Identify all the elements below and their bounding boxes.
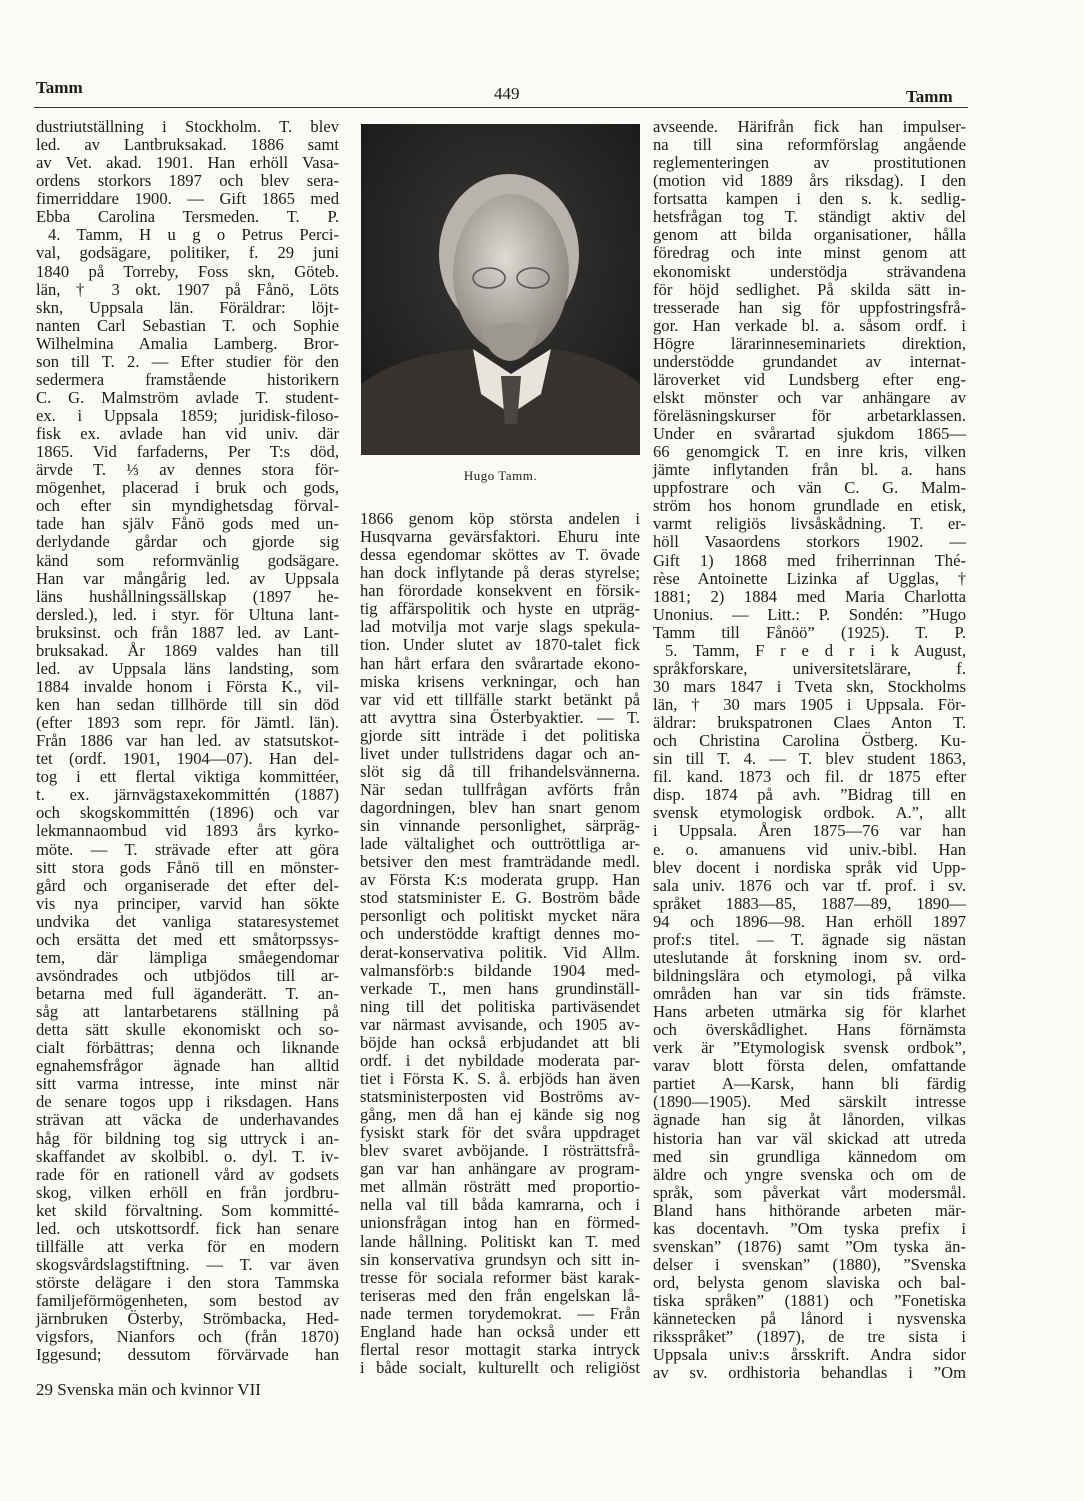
text-line: språket 1883—85, 1887—89, 1890— (653, 893, 966, 913)
text-line: uteslutande åt forskning inom sv. ord- (653, 947, 966, 967)
text-line: slöt sig då till frihandelsvännerna. (360, 761, 640, 781)
text-line: Gift 1) 1868 med friherrinnan Thé- (653, 550, 966, 570)
text-line: äldrar: brukspatronen Claes Anton T. (653, 713, 966, 733)
text-line: gjorde sitt inträde i det politiska (360, 725, 640, 745)
text-line: rade för en rationell vård av godsets (36, 1164, 339, 1184)
text-line: äldre och yngre svenska och om de (653, 1164, 966, 1184)
text-line: miska krisens verkningar, och han (360, 671, 640, 691)
text-line: ket skild förvaltning. Som kommitté- (36, 1200, 339, 1220)
text-line: 1840 på Torreby, Foss skn, Göteb. (36, 261, 339, 281)
text-line: (efter 1893 som repr. för Jämtl. län). (36, 713, 339, 733)
text-line: känd som reformvänlig godsägare. (36, 550, 339, 570)
text-line: ärvde T. ⅓ av dennes stora för- (36, 460, 339, 480)
text-line: historia han var väl skickad att utreda (653, 1128, 966, 1148)
text-line: var närmast avvisande, och 1905 av- (360, 1014, 640, 1034)
text-line: Under en svårartad sjukdom 1865— (653, 424, 966, 444)
text-line: län, † 30 mars 1905 i Uppsala. För- (653, 695, 966, 714)
running-head-left: Tamm (36, 78, 83, 97)
text-line: tem, där lämpliga småegendomar (36, 947, 339, 967)
text-line: C. G. Malmström avlade T. student- (36, 387, 339, 407)
text-line: 4. Tamm, H u g o Petrus Perci- (48, 225, 339, 245)
text-line: dersled.), led. i styr. för Ultuna lant- (36, 604, 339, 624)
portrait-photo (361, 124, 640, 455)
text-line: led. av Lantbruksakad. 1886 samt (36, 135, 339, 155)
text-line: möte. — T. strävade efter att göra (36, 839, 339, 859)
text-line: av Första K:s moderata grupp. Han (360, 870, 640, 890)
text-line: na till sina reformförslag angående (653, 135, 966, 155)
text-line: dessa egendomar sköttes av T. övade (360, 545, 640, 565)
text-line: led. och utskottsordf. fick han senare (36, 1218, 339, 1238)
text-line: höll Vasaordens storkors 1902. — (653, 532, 966, 552)
text-line: och understödde kraftigt dennes mo- (360, 924, 640, 944)
text-line: (motion vid 1889 års riksdag). I den (653, 171, 966, 191)
text-line: son till T. 2. — Efter studier för den (36, 351, 339, 371)
text-line: sin till T. 4. — T. blev student 1863, (653, 749, 966, 769)
text-line: språk, som påverkat vårt modersmål. (653, 1182, 966, 1202)
text-line: unionsfrågan intog han en förmed- (360, 1213, 640, 1233)
text-line: tiska språken” (1881) och ”Fonetiska (653, 1291, 966, 1311)
text-line: valmansförb:s bildande 1904 med- (360, 960, 640, 980)
text-line: att avyttra sina Österbyaktier. — T. (360, 707, 640, 727)
text-line: bildningslära och etymologi, på vilka (653, 965, 966, 985)
text-line: Han var mångårig led. av Uppsala (36, 568, 339, 588)
text-line: han dock inflytande på deras styrelse; (360, 563, 640, 583)
text-line: områden han var sin tids främste. (653, 984, 966, 1003)
text-line: län, † 3 okt. 1907 på Fånö, Löts (36, 279, 339, 299)
text-line: sitt varma intresse, inte minst när (36, 1074, 339, 1094)
text-line: svenskan” (1876) samt ”Om tyska än- (653, 1236, 966, 1256)
text-line: cialt förbättras; denna och liknande (36, 1038, 339, 1058)
text-line: fysiskt stark för det svåra uppdraget (360, 1123, 640, 1143)
text-column-right (653, 118, 966, 1382)
text-line: tresserade han sig för uppfostringsfrå- (653, 297, 966, 317)
text-line: bruksinst. och från 1887 led. av Lant- (36, 622, 339, 642)
text-line: skaffandet av skolbibl. o. dyl. T. iv- (36, 1146, 339, 1166)
text-line: (1890—1905). Med särskilt intresse (653, 1092, 966, 1112)
text-line: läns hushållningssällskap (1897 he- (36, 586, 339, 606)
page-number: 449 (494, 84, 520, 103)
text-line: Bland hans hithörande arbeten mär- (653, 1200, 966, 1220)
text-line: gård och organiserade det efter del- (36, 875, 339, 895)
text-line: sedermera framstående historikern (36, 369, 339, 389)
text-line: Tamm till Fånöö” (1925). T. P. (653, 622, 966, 642)
text-line: tade han själv Fånö gods med un- (36, 514, 339, 534)
text-line: Hans arbeten utmärka sig för klarhet (653, 1002, 966, 1022)
text-line: Iggesund; dessutom förvärvade han (36, 1345, 339, 1365)
text-line: led. av Uppsala läns landsting, som (36, 658, 339, 678)
text-line: tillfälle att verka för en modern (36, 1236, 339, 1256)
text-line: egnahemsfrågor ägnade han alltid (36, 1056, 339, 1076)
text-line: stod statsminister E. G. Boström både (360, 888, 640, 908)
text-line: teriseras med den från engelskan lå- (360, 1285, 640, 1305)
text-line: skog, vilken erhöll en från jordbru- (36, 1182, 339, 1202)
text-line: Wilhelmina Amalia Lamberg. Bror- (36, 333, 339, 353)
text-line: 1884 invalde honom i Första K., vil- (36, 676, 339, 696)
text-line: tet (ordf. 1901, 1904—07). Han del- (36, 749, 339, 769)
text-line: tig affärspolitik och hyste en utpräg- (360, 599, 640, 619)
text-line: strävan att väcka de underhavandes (36, 1110, 339, 1130)
text-line: var vid ett tillfälle starkt betänkt på (360, 689, 640, 709)
text-line: Husqvarna gevärsfaktori. Ehuru inte (360, 527, 640, 547)
header-rule (34, 107, 968, 108)
text-line: Högre lärarinneseminariets direktion, (653, 333, 966, 353)
text-line: han förordade konsekvent en försik- (360, 581, 640, 601)
text-line: blev docent i nordiska språk vid Upp- (653, 857, 966, 877)
text-line: ström hos honom grundlade en etisk, (653, 496, 966, 516)
text-line: lade vältalighet och outtröttliga ar- (360, 834, 640, 854)
text-line: av Vet. akad. 1901. Han erhöll Vasa- (36, 153, 339, 173)
text-line: sitt stora gods Fånö till en mönster- (36, 857, 339, 877)
text-line: disp. 1874 på avh. ”Bidrag till en (653, 785, 966, 805)
text-line: genom att bilda organisationer, hålla (653, 225, 966, 245)
text-line: avsöndrades och utbjödos till ar- (36, 965, 339, 985)
text-line: 5. Tamm, F r e d r i k August, (665, 640, 966, 660)
text-line: partiet A—Karsk, hann bli färdig (653, 1074, 966, 1094)
text-line: fil. kand. 1873 och fil. dr 1875 efter (653, 767, 966, 787)
text-column-left (36, 118, 339, 1364)
text-line: skogsvårdslagstiftning. — T. var även (36, 1254, 339, 1274)
text-line: sin vinnande personlighet, särpräg- (360, 816, 640, 836)
text-line: delser i svenskan” (1880), ”Svenska (653, 1254, 966, 1274)
text-line: av sv. ordhistoria behandlas i ”Om (653, 1363, 966, 1383)
text-line: avseende. Härifrån fick han impulser- (653, 117, 966, 136)
text-line: Ebba Carolina Tersmeden. T. P. (36, 207, 339, 227)
text-line: språkforskare, universitetslärare, f. (653, 658, 966, 678)
text-line: i Uppsala. Åren 1875—76 var han (653, 821, 966, 841)
text-line: såg att lantarbetarens ställning på (36, 1002, 339, 1022)
text-line: ken han sedan tillhörde till sin död (36, 695, 339, 714)
page-footer-signature: 29 Svenska män och kvinnor VII (36, 1380, 261, 1399)
text-line: 1881; 2) 1884 med Maria Charlotta (653, 586, 966, 606)
text-line: fisk ex. avlade han vid univ. där (36, 424, 339, 444)
text-line: gång, men då han ej kände sig nog (360, 1105, 640, 1125)
text-line: håg för bildning tog sig uttryck i an- (36, 1128, 339, 1148)
text-line: järnbruken Österby, Strömbacka, Hed- (36, 1309, 339, 1329)
text-line: tion. Under slutet av 1870-talet fick (360, 635, 640, 655)
text-line: kas docentavh. ”Om tyska prefix i (653, 1218, 966, 1238)
text-line: föreläsningskurser för arbetarklassen. (653, 406, 966, 425)
text-line: riksspråket” (1897), de tre sista i (653, 1327, 966, 1347)
text-line: lad motvilja mot varje slags spekula- (360, 617, 640, 637)
text-line: lekmannaombud vid 1893 års kyrko- (36, 821, 339, 841)
text-line: vis nya principer, varvid han sökte (36, 893, 339, 913)
text-line: med sin grundliga kännedom om (653, 1146, 966, 1166)
text-line: När sedan tullfrågan avförts från (360, 779, 640, 799)
text-line: livet under tullstridens dagar och an- (360, 743, 640, 763)
text-line: ex. i Uppsala 1859; juridisk-filoso- (36, 406, 339, 425)
text-line: familjeförmögenheten, som bestod av (36, 1291, 339, 1311)
text-line: detta sätt skulle ekonomiskt och so- (36, 1020, 339, 1040)
text-line: flertal resor mottagit starka intryck (360, 1339, 640, 1359)
text-line: svensk etymologisk ordbok. A.”, allt (653, 803, 966, 823)
photo-caption: Hugo Tamm. (463, 468, 538, 483)
text-line: i både socialt, kulturellt och religiöst (360, 1357, 640, 1377)
text-line: verkade T., men hans grundinställ- (360, 978, 640, 998)
text-line: och skogskommittén (1896) och var (36, 803, 339, 823)
text-line: personligt och politiskt mycket nära (360, 906, 640, 926)
text-line: elskt mönster och var anhängare av (653, 387, 966, 407)
text-line: 30 mars 1847 i Tveta skn, Stockholms (653, 676, 966, 696)
text-line: ekonomiskt understödja strävandena (653, 261, 966, 281)
text-line: han hårt erfara den svårartade ekono- (360, 653, 640, 673)
text-line: England hade han också under ett (360, 1321, 640, 1341)
text-line: bruksakad. År 1869 valdes han till (36, 640, 339, 660)
text-line: uppfostrare och vän C. G. Malm- (653, 478, 966, 498)
text-line: betarna med full äganderätt. T. an- (36, 984, 339, 1003)
text-line: mögenhet, placerad i bruk och gods, (36, 478, 339, 498)
text-line: de senare togos upp i riksdagen. Hans (36, 1092, 339, 1112)
text-line: ordf. i det nybildade moderata par- (360, 1050, 640, 1070)
text-line: och ersätta det med ett småtorpssys- (36, 929, 339, 949)
text-line: kännetecken på lånord i nysvenska (653, 1309, 966, 1329)
text-line: varmt religiös livsåskådning. T. er- (653, 514, 966, 534)
text-line: och Christina Carolina Östberg. Ku- (653, 731, 966, 751)
text-line: 1865. Vid farfaderns, Per T:s död, (36, 442, 339, 462)
text-line: verk är ”Etymologisk svensk ordbok”, (653, 1038, 966, 1058)
text-line: sala univ. 1876 och var tf. prof. i sv. (653, 875, 966, 895)
text-line: nade termen torydemokrat. — Från (360, 1303, 640, 1323)
text-line: vigsfors, Nianfors och (från 1870) (36, 1327, 339, 1347)
text-line: Från 1886 var han led. av statsutskot- (36, 731, 339, 751)
text-line: böjde han också erbjudandet att bli (360, 1032, 640, 1052)
text-line: derlydande gårdar och gjorde sig (36, 532, 339, 552)
text-line: ordens storkors 1897 och blev sera- (36, 171, 339, 191)
text-line: met allmän rösträtt med proportio- (360, 1177, 640, 1197)
text-line: ning till det politiska partiväsendet (360, 996, 640, 1016)
text-line: dagordningen, blev han snart genom (360, 798, 640, 817)
text-line: Unonius. — Litt.: P. Sondén: ”Hugo (653, 604, 966, 624)
text-line: blev svaret avböjande. I rösträttsfrå- (360, 1141, 640, 1161)
text-line: fortsatta kampen i den s. k. sedlig- (653, 189, 966, 209)
text-line: rèse Antoinette Lizinka af Ugglas, † (653, 568, 966, 588)
text-line: t. ex. järnvägstaxekommittén (1887) (36, 785, 339, 805)
text-line: tiet i Första K. S. å. erbjöds han även (360, 1068, 640, 1088)
text-line: jämte inflytanden från bl. a. hans (653, 460, 966, 480)
text-line: skn, Uppsala län. Föräldrar: löjt- (36, 297, 339, 317)
text-line: och efter sin myndighetsdag förval- (36, 496, 339, 516)
text-line: och överskådlighet. Hans förnämsta (653, 1020, 966, 1040)
text-column-middle (360, 510, 640, 1377)
text-line: derat-konservativa politik. Vid Allm. (360, 942, 640, 962)
text-line: 1866 genom köp största andelen i (360, 509, 640, 528)
text-line: för höjd sedlighet. På skilda sätt in- (653, 279, 966, 299)
text-line: varav blott första delen, omfattande (653, 1056, 966, 1076)
text-line: lande hållning. Politiskt kan T. med (360, 1231, 640, 1251)
text-line: val, godsägare, politiker, f. 29 juni (36, 243, 339, 263)
text-line: sin konservativa grundsyn och sitt in- (360, 1249, 640, 1269)
text-line: ord, belysta genom slaviska och bal- (653, 1273, 966, 1292)
text-line: nanten Carl Sebastian T. och Sophie (36, 315, 339, 335)
text-line: läroverket vid Lundsberg efter eng- (653, 369, 966, 389)
text-line: dustriutställning i Stockholm. T. blev (36, 117, 339, 136)
text-line: ägnade han sig åt lånorden, vilkas (653, 1110, 966, 1130)
text-line: statsministerposten vid Boströms av- (360, 1087, 640, 1106)
text-line: gor. Han verkade bl. a. såsom ordf. i (653, 315, 966, 335)
text-line: reglementeringen av prostitutionen (653, 153, 966, 173)
text-line: e. o. amanuens vid univ.-bibl. Han (653, 839, 966, 859)
text-line: störste delägare i den stora Tammska (36, 1273, 339, 1292)
text-line: understödde grundandet av internat- (653, 351, 966, 371)
text-line: betsiver den mest framträdande medl. (360, 852, 640, 872)
text-line: tog i ett flertal viktiga kommittéer, (36, 767, 339, 787)
text-line: 66 genomgick T. en inre kris, vilken (653, 442, 966, 462)
running-head-right: Tamm (906, 87, 953, 106)
text-line: fimerriddare 1900. — Gift 1865 med (36, 189, 339, 209)
text-line: undvika det vanliga stataresystemet (36, 911, 339, 931)
text-line: 94 och 1896—98. Han erhöll 1897 (653, 911, 966, 931)
text-line: nella val till båda kamrarna, och i (360, 1195, 640, 1215)
text-line: Uppsala univ:s årsskrift. Andra sidor (653, 1345, 966, 1365)
text-line: prof:s titel. — T. ägnade sig nästan (653, 929, 966, 949)
text-line: hetsfrågan tog T. ständigt aktiv del (653, 207, 966, 227)
text-line: tresse för sociala reformer bäst karak- (360, 1267, 640, 1287)
text-line: föredrag och inte minst genom att (653, 243, 966, 263)
text-line: gan var han anhängare av program- (360, 1159, 640, 1179)
